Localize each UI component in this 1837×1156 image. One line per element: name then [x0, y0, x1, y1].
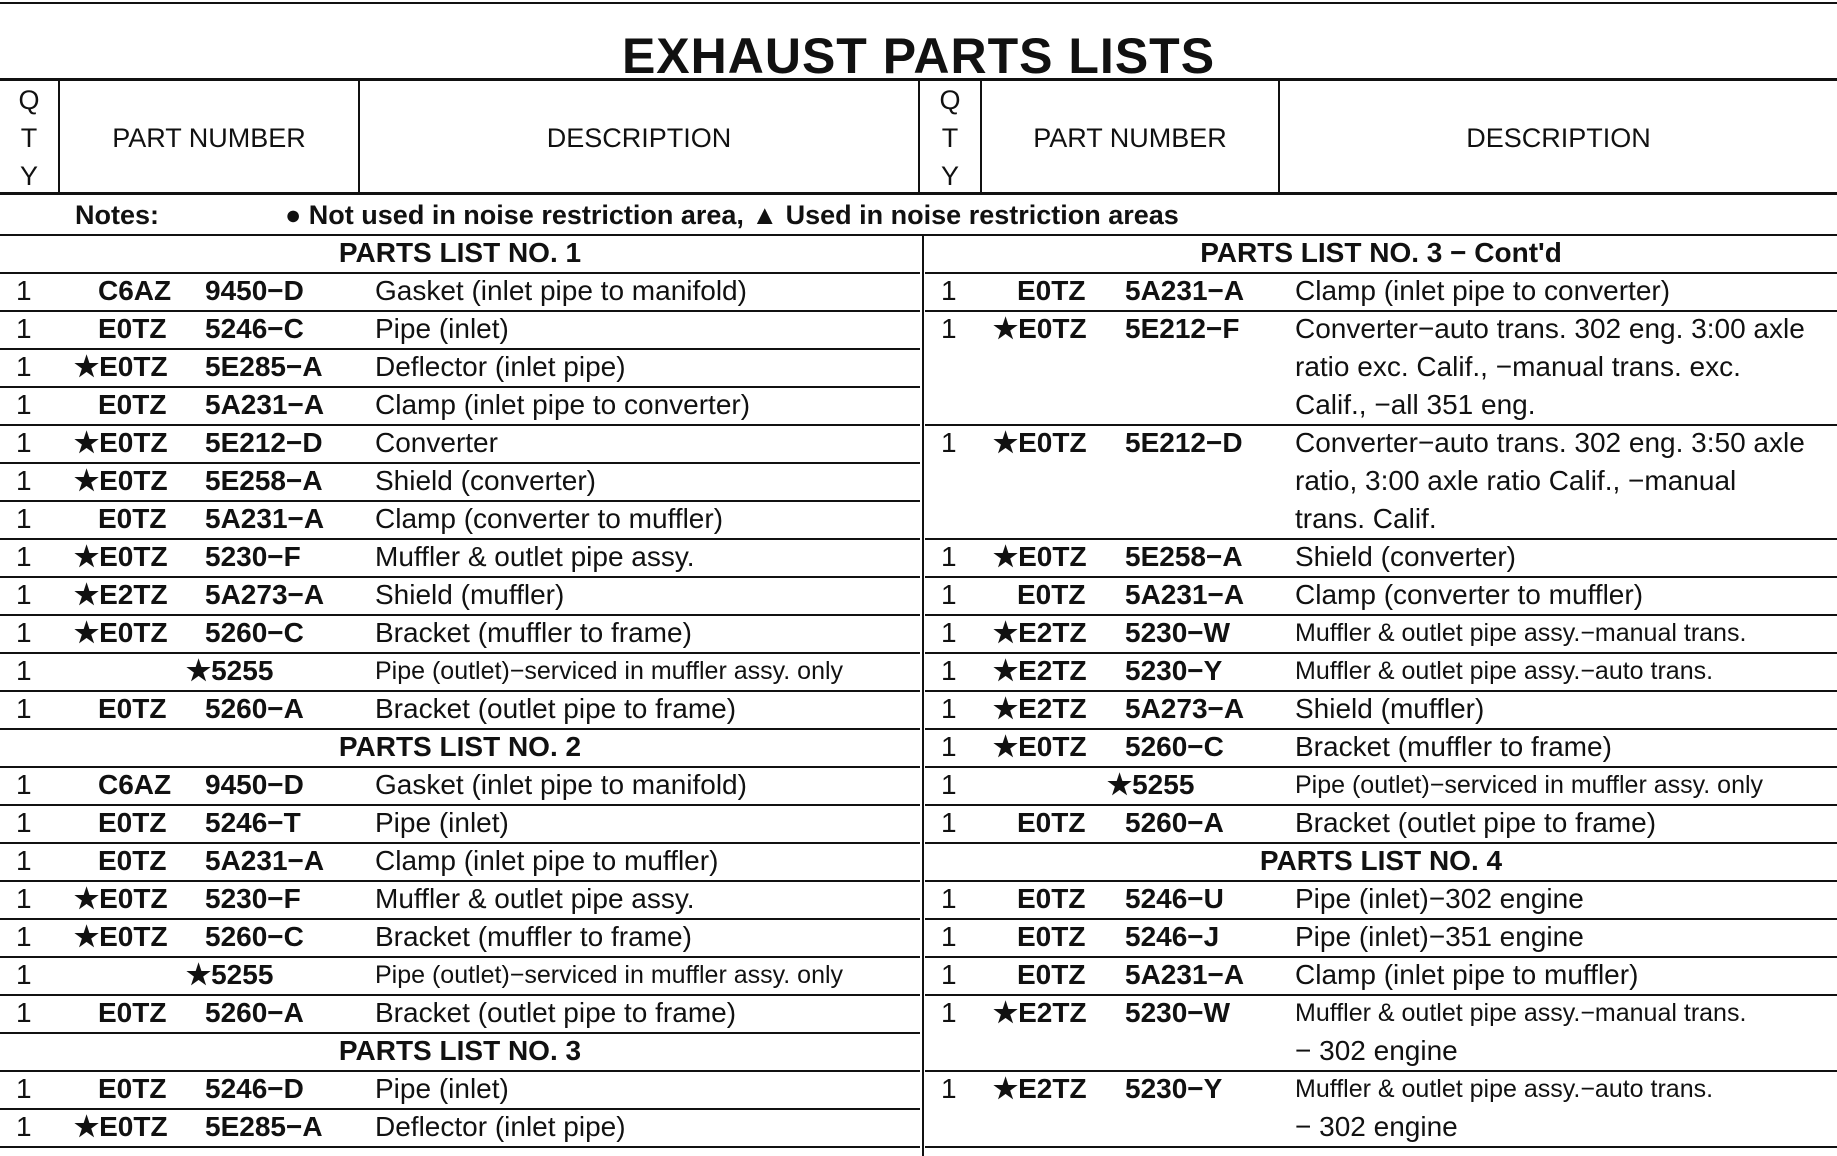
table-row — [0, 880, 920, 920]
part-number: 5260−A — [205, 997, 304, 1028]
qty-value: 1 — [16, 275, 32, 306]
notes-text: ● Not used in noise restriction area, ▲ Used in noise restriction areas — [285, 200, 1179, 230]
part-prefix: E0TZ — [1017, 275, 1086, 306]
table-row — [925, 994, 1837, 1072]
table-row — [0, 310, 920, 350]
qty-value: 1 — [941, 693, 957, 724]
qty-value: 1 — [16, 465, 32, 496]
qty-value: 1 — [941, 959, 957, 990]
section-title: PARTS LIST NO. 3 − Cont'd — [925, 234, 1837, 274]
part-description: Pipe (inlet) — [375, 313, 509, 344]
qty-value: 1 — [941, 579, 957, 610]
table-row — [0, 386, 920, 426]
part-description: Gasket (inlet pipe to manifold) — [375, 275, 747, 306]
table-row — [925, 576, 1837, 616]
part-number-header-right: PART NUMBER — [1033, 123, 1227, 153]
qty-value: 1 — [941, 997, 957, 1028]
part-description: Shield (converter) — [1295, 541, 1516, 572]
part-description: Bracket (muffler to frame) — [375, 617, 692, 648]
part-prefix: ★E2TZ — [993, 617, 1087, 648]
header-divider — [918, 78, 920, 192]
part-number: 5246−J — [1125, 921, 1220, 952]
qty-value: 1 — [16, 921, 32, 952]
description-header-left: DESCRIPTION — [546, 123, 732, 153]
part-description: Bracket (outlet pipe to frame) — [375, 997, 737, 1028]
table-row — [925, 728, 1837, 768]
part-number: 5A273−A — [1125, 693, 1245, 724]
part-number: 5230−W — [1125, 617, 1231, 648]
part-description: Clamp (inlet pipe to muffler) — [375, 845, 719, 876]
part-prefix: ★E2TZ — [993, 1073, 1087, 1104]
table-row — [925, 918, 1837, 958]
table-row — [925, 804, 1837, 844]
part-prefix: ★E0TZ — [993, 541, 1087, 572]
table-row — [0, 462, 920, 502]
part-number: 5A231−A — [205, 503, 325, 534]
part-number: 5260−C — [1125, 731, 1224, 762]
part-description: Muffler & outlet pipe assy. — [375, 883, 695, 914]
part-number: 5E258−A — [1125, 541, 1243, 572]
part-description: Bracket (muffler to frame) — [1295, 731, 1612, 762]
table-row — [0, 614, 920, 654]
table-row — [925, 424, 1837, 540]
part-prefix: E0TZ — [98, 807, 167, 838]
part-number: 5E285−A — [205, 1111, 323, 1142]
table-row — [0, 918, 920, 958]
part-description: Deflector (inlet pipe) — [375, 351, 626, 382]
part-prefix: E0TZ — [98, 1073, 167, 1104]
qty-value: 1 — [16, 389, 32, 420]
part-prefix: E0TZ — [98, 313, 167, 344]
table-row — [0, 538, 920, 578]
qty-value: 1 — [941, 313, 957, 344]
part-description: Pipe (outlet)−serviced in muffler assy. only — [375, 657, 844, 685]
part-description: Converter−auto trans. 302 eng. 3:50 axle — [1295, 427, 1805, 458]
part-prefix: ★E2TZ — [993, 693, 1087, 724]
part-prefix: ★E2TZ — [74, 579, 168, 610]
table-row — [925, 766, 1837, 806]
section-title: PARTS LIST NO. 4 — [925, 842, 1837, 882]
part-prefix: E0TZ — [98, 693, 167, 724]
part-number: 5260−C — [205, 921, 304, 952]
part-number: 5A231−A — [1125, 959, 1245, 990]
part-prefix: E0TZ — [98, 845, 167, 876]
part-number: 5246−T — [205, 807, 301, 838]
part-description: Deflector (inlet pipe) — [375, 1111, 626, 1142]
part-number: 5A231−A — [205, 845, 325, 876]
qty-header-left: Q T Y — [18, 85, 40, 191]
notes-label: Notes: — [75, 200, 160, 230]
part-prefix: C6AZ — [98, 769, 172, 800]
qty-value: 1 — [16, 427, 32, 458]
part-number: 5230−W — [1125, 997, 1231, 1028]
part-description: Pipe (inlet) — [375, 1073, 509, 1104]
part-number: 5230−F — [205, 541, 301, 572]
qty-value: 1 — [941, 883, 957, 914]
part-number: 5230−F — [205, 883, 301, 914]
section-title: PARTS LIST NO. 1 — [0, 234, 920, 274]
part-number: ★5255 — [186, 655, 274, 686]
part-description: Muffler & outlet pipe assy.−manual trans. — [1295, 619, 1747, 647]
part-number: 5A273−A — [205, 579, 325, 610]
part-number: 5A231−A — [1125, 275, 1245, 306]
table-row — [0, 500, 920, 540]
part-description: ratio exc. Calif., −manual trans. exc. — [1295, 351, 1741, 382]
table-row — [0, 804, 920, 844]
part-description: Clamp (inlet pipe to converter) — [1295, 275, 1671, 306]
qty-value: 1 — [16, 959, 32, 990]
part-description: Bracket (muffler to frame) — [375, 921, 692, 952]
part-number: ★5255 — [186, 959, 274, 990]
part-prefix: E0TZ — [1017, 579, 1086, 610]
table-row — [0, 348, 920, 388]
qty-value: 1 — [16, 997, 32, 1028]
part-description: Calif., −all 351 eng. — [1295, 389, 1536, 420]
part-number: 5246−C — [205, 313, 304, 344]
part-prefix: E0TZ — [1017, 807, 1086, 838]
part-description: Bracket (outlet pipe to frame) — [1295, 807, 1657, 838]
part-prefix: E0TZ — [1017, 883, 1086, 914]
part-number: 5246−U — [1125, 883, 1224, 914]
part-prefix: ★E0TZ — [74, 617, 168, 648]
part-description: − 302 engine — [1295, 1035, 1458, 1066]
part-description: Converter−auto trans. 302 eng. 3:00 axle — [1295, 313, 1805, 344]
part-prefix: ★E0TZ — [993, 313, 1087, 344]
part-description: Bracket (outlet pipe to frame) — [375, 693, 737, 724]
top-border — [0, 2, 1837, 4]
part-description: Muffler & outlet pipe assy.−manual trans. — [1295, 999, 1747, 1027]
qty-value: 1 — [941, 275, 957, 306]
qty-value: 1 — [16, 541, 32, 572]
part-number: 5A231−A — [1125, 579, 1245, 610]
table-row — [0, 994, 920, 1034]
part-number: 5260−A — [1125, 807, 1224, 838]
table-row — [0, 272, 920, 312]
part-prefix: ★E0TZ — [74, 541, 168, 572]
qty-value: 1 — [16, 845, 32, 876]
part-number: 5E258−A — [205, 465, 323, 496]
part-description: Pipe (inlet) — [375, 807, 509, 838]
qty-value: 1 — [16, 693, 32, 724]
qty-value: 1 — [941, 427, 957, 458]
part-number: 9450−D — [205, 769, 304, 800]
part-number: 5246−D — [205, 1073, 304, 1104]
part-prefix: C6AZ — [98, 275, 172, 306]
table-row — [0, 842, 920, 882]
section-title: PARTS LIST NO. 2 — [0, 728, 920, 768]
column-divider — [922, 234, 924, 1156]
part-number-header-left: PART NUMBER — [112, 123, 306, 153]
qty-value: 1 — [16, 617, 32, 648]
part-description: Pipe (inlet)−302 engine — [1295, 883, 1584, 914]
part-description: Muffler & outlet pipe assy.−auto trans. — [1295, 657, 1714, 685]
qty-value: 1 — [941, 541, 957, 572]
page-title: EXHAUST PARTS LISTS — [621, 28, 1216, 84]
part-description: Shield (muffler) — [1295, 693, 1485, 724]
part-description: Converter — [375, 427, 498, 458]
part-prefix: ★E0TZ — [74, 921, 168, 952]
part-description: trans. Calif. — [1295, 503, 1437, 534]
part-prefix: ★E0TZ — [74, 427, 168, 458]
part-number: 5E212−D — [1125, 427, 1243, 458]
qty-value: 1 — [16, 807, 32, 838]
part-prefix: E0TZ — [98, 997, 167, 1028]
qty-value: 1 — [16, 579, 32, 610]
table-row — [0, 1108, 920, 1148]
part-description: Clamp (converter to muffler) — [1295, 579, 1644, 610]
qty-value: 1 — [941, 1073, 957, 1104]
section-title: PARTS LIST NO. 3 — [0, 1032, 920, 1072]
part-description: Shield (converter) — [375, 465, 596, 496]
table-row — [925, 652, 1837, 692]
qty-value: 1 — [16, 769, 32, 800]
table-row — [925, 690, 1837, 730]
qty-value: 1 — [16, 655, 32, 686]
part-prefix: ★E0TZ — [74, 883, 168, 914]
part-number: 5E285−A — [205, 351, 323, 382]
table-row — [925, 880, 1837, 920]
part-number: 5E212−D — [205, 427, 323, 458]
qty-value: 1 — [941, 617, 957, 648]
qty-header-right: Q T Y — [939, 85, 961, 191]
qty-value: 1 — [16, 313, 32, 344]
part-prefix: E0TZ — [98, 389, 167, 420]
table-row — [0, 956, 920, 996]
part-number: 9450−D — [205, 275, 304, 306]
qty-value: 1 — [16, 1111, 32, 1142]
qty-value: 1 — [16, 351, 32, 382]
part-prefix: ★E0TZ — [74, 351, 168, 382]
part-prefix: ★E0TZ — [993, 427, 1087, 458]
part-number: 5230−Y — [1125, 655, 1223, 686]
part-description: Clamp (converter to muffler) — [375, 503, 724, 534]
table-row — [925, 1070, 1837, 1148]
qty-value: 1 — [941, 769, 957, 800]
part-description: Gasket (inlet pipe to manifold) — [375, 769, 747, 800]
table-row — [0, 576, 920, 616]
part-description: Pipe (outlet)−serviced in muffler assy. only — [375, 961, 844, 989]
part-description: Pipe (inlet)−351 engine — [1295, 921, 1584, 952]
part-number: 5230−Y — [1125, 1073, 1223, 1104]
qty-value: 1 — [941, 731, 957, 762]
table-row — [0, 424, 920, 464]
part-description: ratio, 3:00 axle ratio Calif., −manual — [1295, 465, 1737, 496]
left-parts-column — [0, 234, 920, 1156]
part-prefix: E0TZ — [1017, 959, 1086, 990]
part-number: 5260−A — [205, 693, 304, 724]
part-number: 5A231−A — [205, 389, 325, 420]
table-row — [925, 956, 1837, 996]
notes-row — [0, 196, 1837, 234]
qty-value: 1 — [16, 883, 32, 914]
part-prefix: ★E0TZ — [74, 465, 168, 496]
part-prefix: ★E2TZ — [993, 997, 1087, 1028]
table-row — [0, 690, 920, 730]
part-prefix: E0TZ — [98, 503, 167, 534]
table-row — [0, 652, 920, 692]
part-prefix: E0TZ — [1017, 921, 1086, 952]
part-prefix: ★E2TZ — [993, 655, 1087, 686]
table-row — [925, 272, 1837, 312]
right-parts-column — [925, 234, 1837, 1156]
description-header-right: DESCRIPTION — [1466, 123, 1651, 153]
part-description: Muffler & outlet pipe assy.−auto trans. — [1295, 1075, 1714, 1103]
part-number: 5E212−F — [1125, 313, 1240, 344]
part-description: Muffler & outlet pipe assy. — [375, 541, 695, 572]
table-row — [925, 538, 1837, 578]
part-description: Clamp (inlet pipe to converter) — [375, 389, 751, 420]
qty-value: 1 — [941, 921, 957, 952]
header-bottom-rule — [0, 192, 1837, 195]
part-prefix: ★E0TZ — [74, 1111, 168, 1142]
table-row — [925, 310, 1837, 426]
part-number: 5260−C — [205, 617, 304, 648]
part-description: Pipe (outlet)−serviced in muffler assy. only — [1295, 771, 1764, 799]
part-description: Clamp (inlet pipe to muffler) — [1295, 959, 1639, 990]
qty-value: 1 — [941, 807, 957, 838]
qty-value: 1 — [941, 655, 957, 686]
part-description: Shield (muffler) — [375, 579, 565, 610]
part-prefix: ★E0TZ — [993, 731, 1087, 762]
qty-value: 1 — [16, 1073, 32, 1104]
part-number: ★5255 — [1107, 769, 1195, 800]
qty-value: 1 — [16, 503, 32, 534]
part-description: − 302 engine — [1295, 1111, 1458, 1142]
table-row — [925, 614, 1837, 654]
table-row — [0, 766, 920, 806]
table-row — [0, 1070, 920, 1110]
